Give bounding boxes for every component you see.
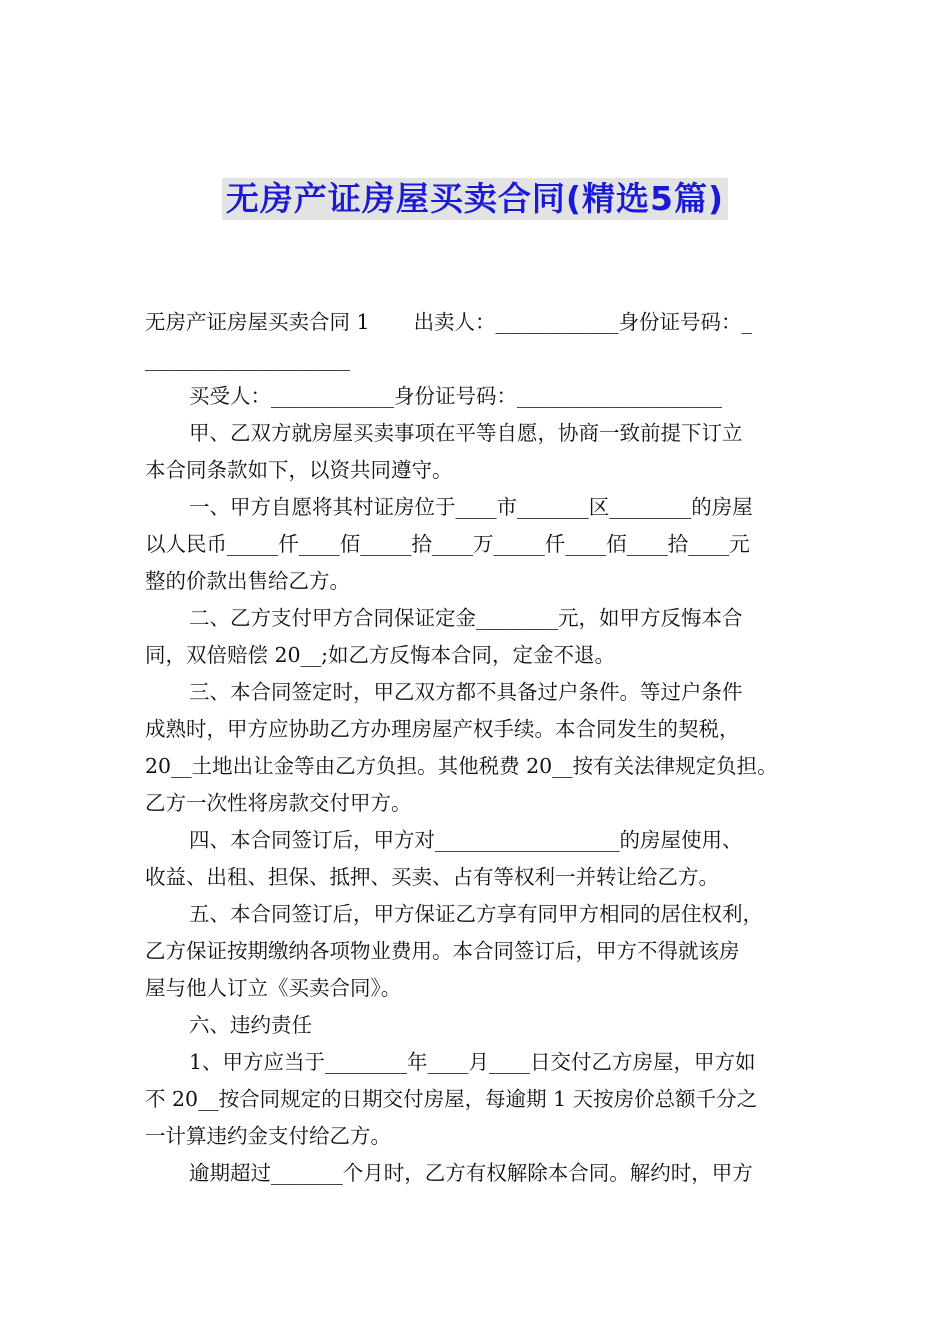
document-title: 无房产证房屋买卖合同(精选5篇) <box>222 178 728 220</box>
text-line: 本合同条款如下，以资共同遵守。 <box>145 458 453 482</box>
document-body <box>145 304 835 1192</box>
text-line: ____________________ <box>145 347 350 371</box>
text-line: 六、违约责任 <box>189 1013 312 1037</box>
text-line: 买受人：____________身份证号码：____________________ <box>189 384 722 408</box>
text-line <box>145 304 835 341</box>
text-line: 四、本合同签订后，甲方对__________________的房屋使用、 <box>189 828 743 852</box>
text-segment: 无房产证房屋买卖合同 1 <box>145 310 370 334</box>
text-line: 整的价款出售给乙方。 <box>145 569 350 593</box>
text-line: 屋与他人订立《买卖合同》。 <box>145 976 402 1000</box>
text-line: 一计算违约金支付给乙方。 <box>145 1124 391 1148</box>
text-line: 甲、乙双方就房屋买卖事项在平等自愿，协商一致前提下订立 <box>189 421 743 445</box>
text-line: 以人民币_____仟____佰_____拾____万_____仟____佰____拾____元 <box>145 532 750 556</box>
text-line: 逾期超过_______个月时，乙方有权解除本合同。解约时，甲方 <box>189 1161 753 1185</box>
text-line: 三、本合同签定时，甲乙双方都不具备过户条件。等过户条件 <box>189 680 743 704</box>
title-container <box>0 178 950 220</box>
text-segment: 出卖人：____________身份证号码：_ <box>413 310 752 334</box>
text-line: 收益、出租、担保、抵押、买卖、占有等权利一并转让给乙方。 <box>145 865 719 889</box>
text-line: 1、甲方应当于________年____月____日交付乙方房屋，甲方如 <box>189 1050 756 1074</box>
text-line: 成熟时，甲方应协助乙方办理房屋产权手续。本合同发生的契税， <box>145 717 740 741</box>
text-line: 20__土地出让金等由乙方负担。其他税费 20__按有关法律规定负担。 <box>145 754 778 778</box>
text-line: 五、本合同签订后，甲方保证乙方享有同甲方相同的居住权利， <box>189 902 763 926</box>
text-line: 二、乙方支付甲方合同保证定金________元，如甲方反悔本合 <box>189 606 743 630</box>
text-line: 乙方一次性将房款交付甲方。 <box>145 791 412 815</box>
text-line: 乙方保证按期缴纳各项物业费用。本合同签订后，甲方不得就该房 <box>145 939 740 963</box>
text-line: 同，双倍赔偿 20__;如乙方反悔本合同，定金不退。 <box>145 643 616 667</box>
text-line: 不 20__按合同规定的日期交付房屋，每逾期 1 天按房价总额千分之 <box>145 1087 758 1111</box>
text-line: 一、甲方自愿将其村证房位于____市_______区________的房屋 <box>189 495 753 519</box>
